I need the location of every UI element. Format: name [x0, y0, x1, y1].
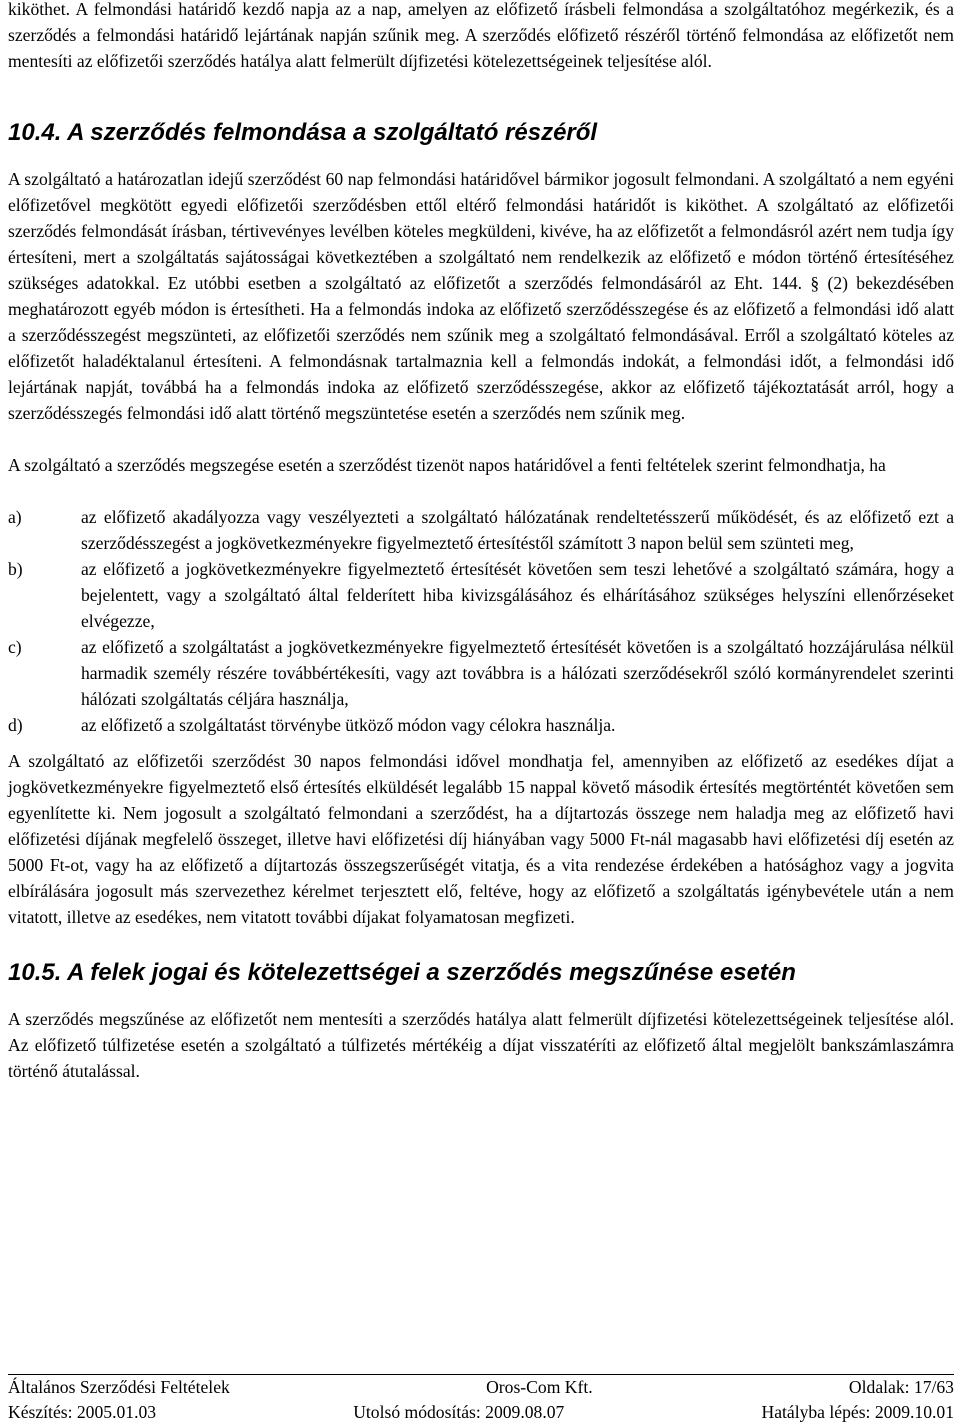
breach-list: [8, 504, 954, 738]
list-item-label: a): [8, 507, 22, 527]
list-item: [8, 712, 954, 738]
footer-doc-title: Általános Szerződési Feltételek: [8, 1377, 230, 1397]
section-heading-10-5: 10.5. A felek jogai és kötelezettségei a szerződés megszűnése esetén: [8, 959, 796, 986]
footer-company: Oros-Com Kft.: [486, 1377, 593, 1397]
section-10-5-paragraph-1: A szerződés megszűnése az előfizetőt nem mentesíti a szerződés hatálya alatt felmerült díjfizetési kötelezettségeinek teljesítése alól. Az előfizető túlfizetése esetén a szolgáltató a túlfizetés mértékéig a díjat visszatéríti az előfizető által megjelölt bankszámlaszámra történő átutalással.: [8, 1009, 954, 1081]
list-item: [8, 504, 954, 556]
section-heading-10-4: 10.4. A szerződés felmondása a szolgáltató részéről: [8, 119, 598, 146]
list-item-text: az előfizető a szolgáltatást a jogkövetkezményekre figyelmeztető értesítését követően is a szolgáltató hozzájárulása nélkül harmadik személy részére továbbértékesíti, vagy azt továbbra is a hálózati szerződésekről szóló kormányrendelet szerinti hálózati szolgáltatás céljára használja,: [81, 637, 954, 709]
list-item-text: az előfizető a szolgáltatást törvénybe ütköző módon vagy célokra használja.: [81, 715, 616, 735]
section-10-4-paragraph-2: A szolgáltató a szerződés megszegése esetén a szerződést tizenöt napos határidővel a fenti feltételek szerint felmondhatja, ha: [8, 455, 886, 475]
list-item-label: d): [8, 715, 23, 735]
list-item-text: az előfizető akadályozza vagy veszélyezteti a szolgáltató hálózatának rendeltetésszerű működését, és az előfizető ezt a szerződésszegést a jogkövetkezményekre figyelmeztető értesítéstől számított 3 napon belül sem szünteti meg,: [81, 507, 954, 553]
list-item: [8, 634, 954, 712]
section-10-4-paragraph-3: A szolgáltató az előfizetői szerződést 30 napos felmondási idővel mondhatja fel, amennyiben az előfizető az esedékes díjat a jogkövetkezményekre figyelmeztető első értesítés elküldését legalább 15 nappal követő második értesítés megtörténtét követően sem egyenlítette ki. Nem jogosult a szolgáltató felmondani a szerződést, ha a díjtartozás összege nem haladja meg az előfizető havi előfizetési díjának megfelelő összeget, illetve havi előfizetési díj hiányában vagy 5000 Ft-nál magasabb havi előfizetési díj esetén az 5000 Ft-ot, vagy ha az előfizető a díjtartozás összegszerűségét vitatja, és a vita rendezése érdekében a hatósághoz vagy a jogvita elbírálására jogosult más szervezethez kérelmet terjesztett elő, feltéve, hogy az előfizető a szolgáltatás igénybevétele után a nem vitatott, illetve az esedékes, nem vitatott további díjakat folyamatosan megfizeti.: [8, 751, 954, 927]
list-item-text: az előfizető a jogkövetkezményekre figyelmeztető értesítését követően sem teszi lehetővé a szolgáltató számára, hogy a bejelentett, vagy a szolgáltató által felderített hiba kivizsgálásához és elhárításához szükséges helyszíni ellenőrzéseket elvégezze,: [81, 559, 954, 631]
footer-modified-date: Utolsó módosítás: 2009.08.07: [353, 1402, 565, 1422]
list-item-label: b): [8, 559, 23, 579]
footer-effective-date: Hatályba lépés: 2009.10.01: [761, 1402, 954, 1422]
document-page: [8, 0, 954, 1084]
footer-page-number: Oldalak: 17/63: [848, 1377, 954, 1397]
page-footer: [8, 1374, 954, 1425]
list-item: [8, 556, 954, 634]
footer-row-1: [8, 1375, 954, 1400]
footer-created-date: Készítés: 2005.01.03: [8, 1402, 157, 1422]
section-10-4-paragraph-1: A szolgáltató a határozatlan idejű szerződést 60 nap felmondási határidővel bármikor jogosult felmondani. A szolgáltató a nem egyéni előfizetővel megkötött egyedi előfizetői szerződésben ettől eltérő felmondási határidőt is kiköthet. A szolgáltató az előfizetői szerződés felmondását írásban, tértivevényes levélben köteles megküldeni, kivéve, ha az előfizetőt a felmondásról azért nem tudja így értesíteni, mert a szolgáltatás sajátosságai következtében a szolgáltató nem rendelkezik az előfizető e módon történő értesítéséhez szükséges adatokkal. Ez utóbbi esetben a szolgáltató az előfizetőt a szerződés felmondásáról az Eht. 144. § (2) bekezdésében meghatározott egyéb módon is értesítheti. Ha a felmondás indoka az előfizető szerződésszegése és az előfizető a felmondási idő alatt a szerződésszegést megszünteti, az előfizetői szerződés nem szűnik meg a szolgáltató felmondásával. Erről a szolgáltató köteles az előfizetőt haladéktalanul értesíteni. A felmondásnak tartalmaznia kell a felmondás indokát, a felmondási időt, a felmondási idő lejártának napját, továbbá ha a felmondás indoka az előfizető szerződésszegése, akkor az előfizető tájékoztatását arról, hogy a szerződésszegés felmondási idő alatt történő megszüntetése esetén a szerződés nem szűnik meg.: [8, 169, 954, 423]
footer-row-2: [8, 1400, 954, 1425]
intro-paragraph: kiköthet. A felmondási határidő kezdő napja az a nap, amelyen az előfizető írásbeli felmondása a szolgáltatóhoz megérkezik, és a szerződés a felmondási határidő lejártának napján szűnik meg. A szerződés előfizető részéről történő felmondása az előfizetőt nem mentesíti az előfizetői szerződés hatálya alatt felmerült díjfizetési kötelezettségeinek teljesítése alól.: [8, 0, 954, 71]
list-item-label: c): [8, 637, 22, 657]
